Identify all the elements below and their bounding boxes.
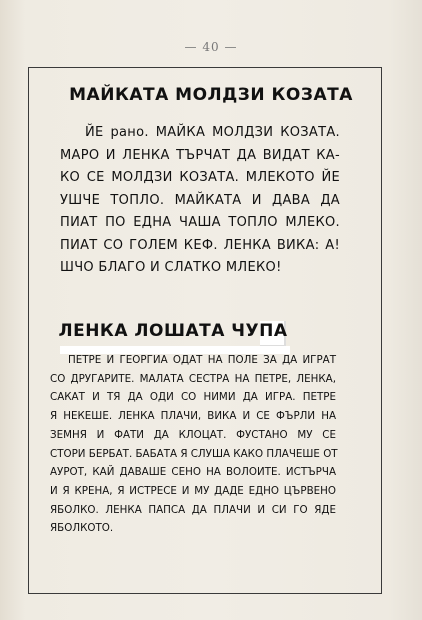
story2-title: ЛЕНКА ЛОШАТА ЧУПА: [58, 321, 288, 341]
story1-title: МАЙКАТА МОЛДЗИ КОЗАТА: [69, 85, 353, 105]
story2-line: САКАТ И ТЯ ДА ОДИ СО НИМИ ДА ИГРА. ПЕТРЕ: [50, 391, 336, 404]
story2-line: Я НЕКЕШЕ. ЛЕНКА ПЛАЧИ, ВИКА И СЕ ФЪРЛИ НА: [50, 410, 336, 423]
story1-line: ШЧО БЛАГО И СЛАТКО МЛЕКО!: [60, 260, 282, 275]
story1-paragraph: [60, 122, 340, 280]
story1-line: КО СЕ МОЛДЗИ КОЗАТА. МЛЕКОТО ЙЕ: [60, 170, 340, 185]
story2-line: ЗЕМНЯ И ФАТИ ДА КЛОЦАТ. ФУСТАНО МУ СЕ: [50, 428, 336, 441]
story2-line: АУРОТ, КАЙ ДАВАШЕ СЕНО НА ВОЛОИТЕ. ИСТЪРЧА: [50, 466, 336, 479]
story1-line: УШЧЕ ТОПЛО. МАЙКАТА И ДАВА ДА: [60, 192, 340, 208]
story2-line: СО ДРУГАРИТЕ. МАЛАТА СЕСТРА НА ПЕТРЕ, ЛЕНКА,: [50, 372, 336, 385]
story2-line: ЯБОЛКО. ЛЕНКА ПАПСА ДА ПЛАЧИ И СИ ГО ЯДЕ: [50, 503, 336, 516]
story1-line: ЙЕ рано. МАЙКА МОЛДЗИ КОЗАТА.: [85, 125, 340, 140]
story2-line: СТОРИ БЕРБАТ. БАБАТА Я СЛУША КАКО ПЛАЧЕШЕ ОТ: [50, 447, 338, 460]
story1-line: ПИАТ ПО ЕДНА ЧАША ТОПЛО МЛЕКО.: [60, 215, 340, 230]
story2-paragraph: [50, 351, 336, 538]
story2-line: И Я КРЕНА, Я ИСТРЕСЕ И МУ ДАДЕ ЕДНО ЦЪРВЕНО: [50, 484, 336, 497]
story1-line: ПИАТ СО ГОЛЕМ КЕФ. ЛЕНКА ВИКА: А!: [60, 237, 340, 253]
page-number: — 40 —: [184, 40, 238, 54]
story2-line: ПЕТРЕ И ГЕОРГИА ОДАТ НА ПОЛЕ ЗА ДА ИГРАТ: [68, 354, 336, 366]
story1-line: МАРО И ЛЕНКА ТЪРЧАТ ДА ВИДАТ КА-: [60, 147, 340, 163]
story2-line: ЯБОЛКОТО.: [50, 522, 114, 535]
